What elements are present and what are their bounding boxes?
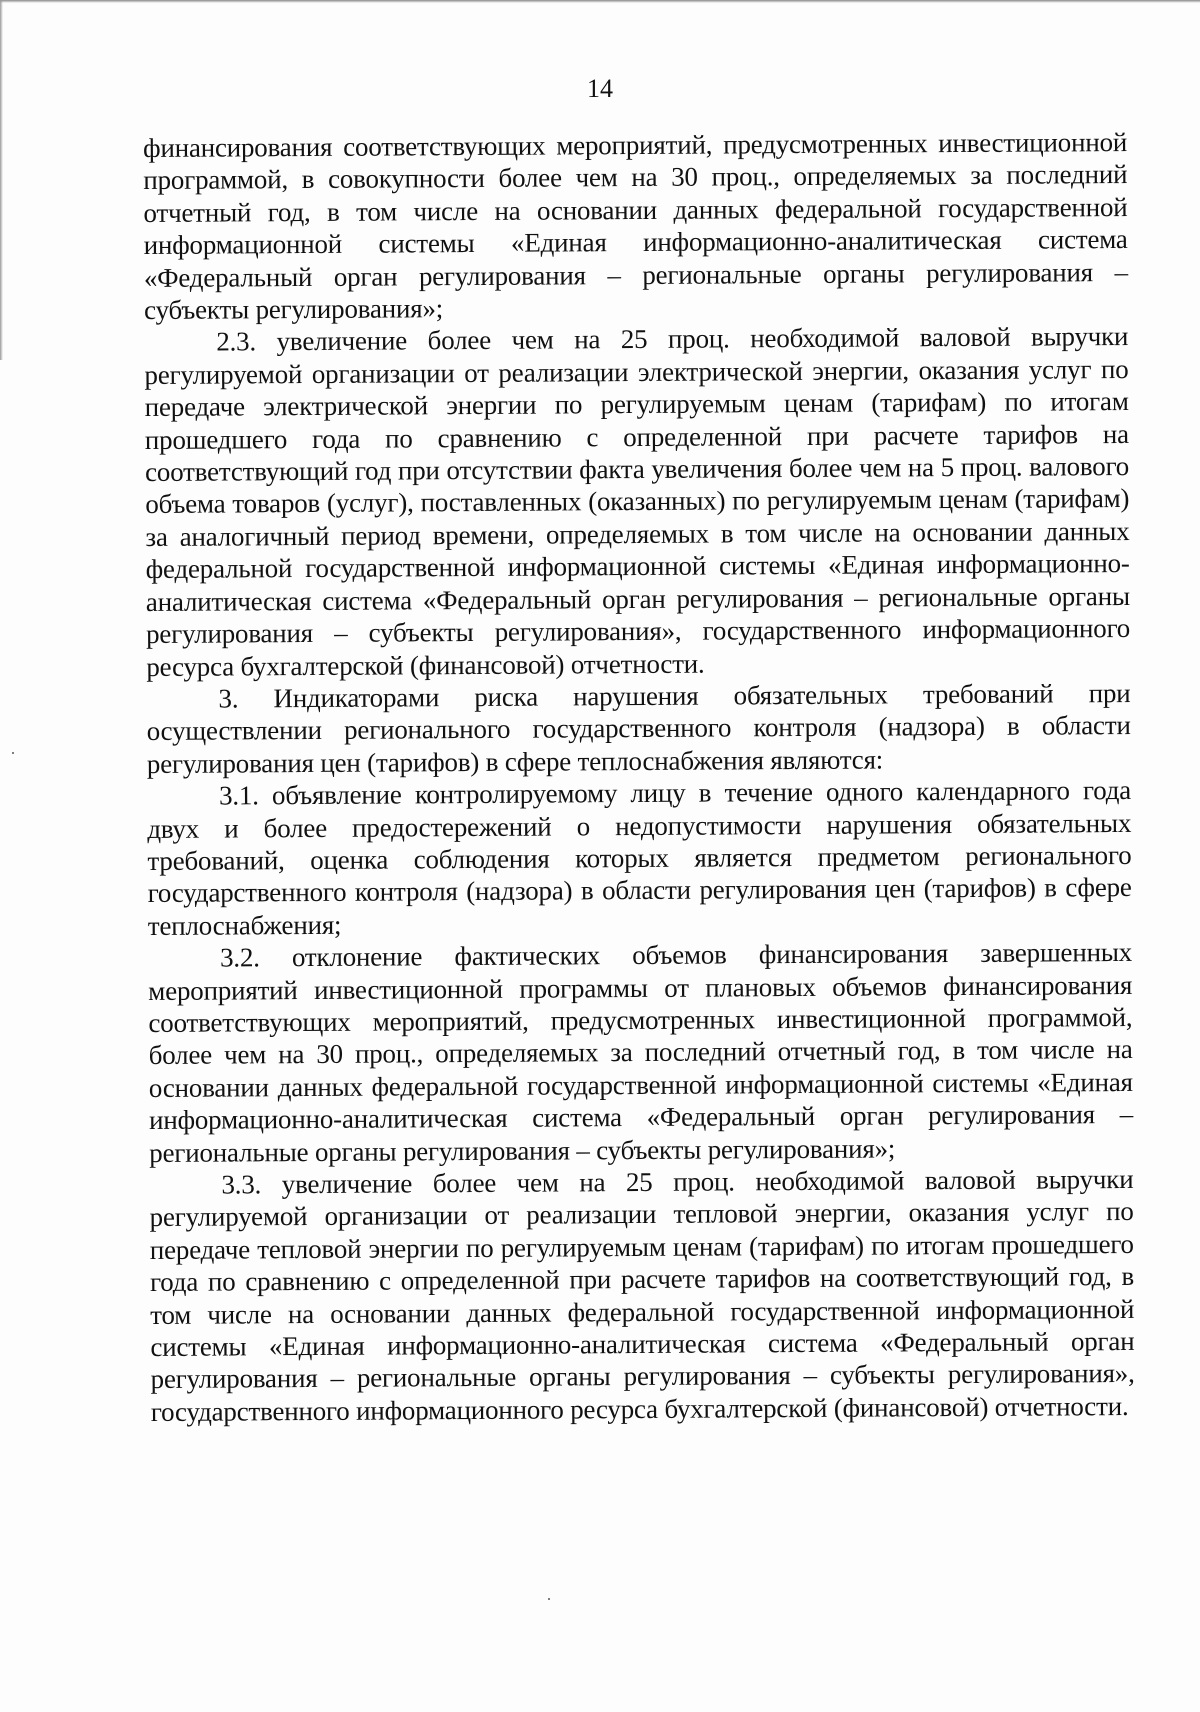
scan-edge-top	[0, 0, 1200, 3]
document-body	[143, 126, 1135, 1428]
page-number: 14	[587, 74, 613, 103]
paragraph-3: 3. Индикаторами риска нарушения обязательных требований при осуществлении регионального государственного контроля (надзора) в области регулирования цен (тарифов) в сфере теплоснабжения являются:	[146, 677, 1131, 779]
scan-speck	[548, 1598, 550, 1600]
paragraph-2-3: 2.3. увеличение более чем на 25 проц. необходимой валовой выручки регулируемой организации от реализации электрической энергии, оказания услуг по передаче электрической энергии по регулируемым ценам (тарифам) по итогам прошедшего года по сравнению с определенной при расчете тарифов на соответствующий год при отсутствии факта увеличения более чем на 5 проц. валового объема товаров (услуг), поставленных (оказанных) по регулируемым ценам (тарифам) за аналогичный период времени, определяемых в том числе на основании данных федеральной государственной информационной системы «Единая информационно-аналитическая система «Федеральный орган регулирования – региональные органы регулирования – субъекты регулирования», государственного информационного ресурса бухгалтерской (финансовой) отчетности.	[144, 321, 1131, 682]
scan-edge-left	[0, 0, 3, 360]
paragraph-3-3: 3.3. увеличение более чем на 25 проц. необходимой валовой выручки регулируемой организации от реализации тепловой энергии, оказания услуг по передаче тепловой энергии по регулируемым ценам (тарифам) по итогам прошедшего года по сравнению с определенной при расчете тарифов на соответствующий год, в том числе на основании данных федеральной государственной информационной системы «Единая информационно-аналитическая система «Федеральный орган регулирования – региональные органы регулирования – субъекты регулирования», государственного информационного ресурса бухгалтерской (финансовой) отчетности.	[149, 1163, 1135, 1427]
paragraph-3-1: 3.1. объявление контролируемому лицу в течение одного календарного года двух и более предостережений о недопустимости нарушения обязательных требований, оценка соблюдения которых является предметом регионального государственного контроля (надзора) в области регулирования цен (тарифов) в сфере теплоснабжения;	[147, 775, 1132, 941]
scan-speck	[12, 752, 14, 754]
paragraph-3-2: 3.2. отклонение фактических объемов финансирования завершенных мероприятий инвестиционной программы от плановых объемов финансирования соответствующих мероприятий, предусмотренных инвестиционной программой, более чем на 30 проц., определяемых за последний отчетный год, в том числе на основании данных федеральной государственной информационной системы «Единая информационно-аналитическая система «Федеральный орган регулирования – региональные органы регулирования – субъекты регулирования»;	[148, 937, 1134, 1168]
paragraph-continuation: финансирования соответствующих мероприятий, предусмотренных инвестиционной программой, в совокупности более чем на 30 проц., определяемых за последний отчетный год, в том числе на основании данных федеральной государственной информационной системы «Единая информационно-аналитическая система «Федеральный орган регулирования – региональные органы регулирования – субъекты регулирования»;	[143, 126, 1128, 326]
